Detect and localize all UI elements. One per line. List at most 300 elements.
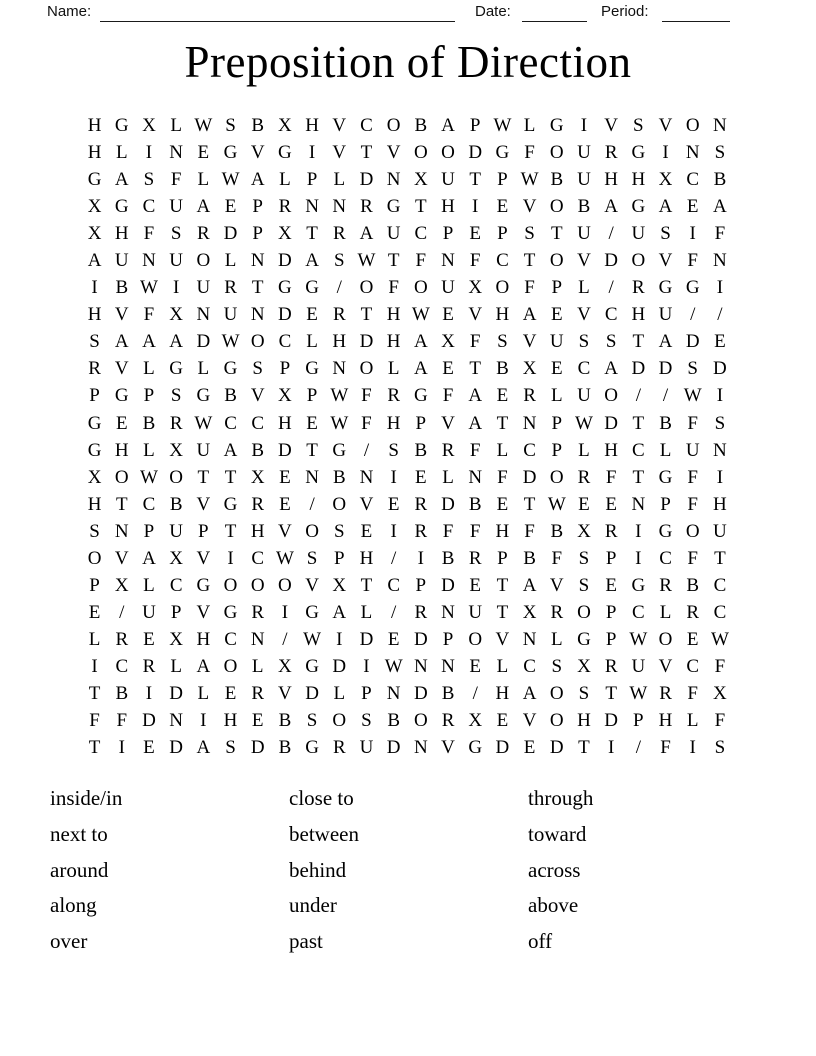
grid-letter: N bbox=[413, 655, 428, 677]
grid-letter: E bbox=[197, 142, 210, 164]
grid-letter: G bbox=[305, 737, 319, 759]
grid-letter: G bbox=[223, 493, 238, 515]
word-list-column bbox=[50, 781, 270, 960]
grid-letter: F bbox=[442, 385, 454, 407]
grid-letter: X bbox=[278, 655, 292, 677]
grid-letter: I bbox=[716, 466, 724, 488]
grid-letter: T bbox=[523, 250, 536, 272]
grid-letter: F bbox=[524, 277, 535, 299]
grid-letter: E bbox=[115, 412, 128, 434]
grid-letter: C bbox=[632, 439, 645, 461]
grid-letter: B bbox=[142, 412, 156, 434]
grid-letter: V bbox=[522, 710, 537, 732]
grid-letter: D bbox=[604, 710, 619, 732]
grid-letter: A bbox=[250, 169, 265, 191]
grid-letter: T bbox=[197, 466, 210, 488]
grid-letter: D bbox=[441, 493, 455, 515]
grid-letter: L bbox=[197, 682, 210, 704]
grid-letter: G bbox=[223, 601, 238, 623]
grid-letter: A bbox=[196, 655, 211, 677]
grid-letter: X bbox=[169, 547, 184, 569]
grid-letter: N bbox=[196, 304, 211, 326]
grid-letter: A bbox=[169, 331, 184, 353]
grid-letter: N bbox=[169, 142, 184, 164]
period-label: Period: bbox=[601, 3, 649, 20]
grid-letter: S bbox=[388, 439, 399, 461]
grid-letter: L bbox=[387, 358, 400, 380]
grid-letter: W bbox=[493, 115, 512, 136]
grid-letter: H bbox=[87, 115, 102, 136]
grid-letter: H bbox=[196, 628, 211, 650]
grid-letter: A bbox=[305, 250, 319, 272]
grid-letter: B bbox=[278, 710, 292, 732]
grid-letter: B bbox=[414, 439, 428, 461]
grid-letter: N bbox=[413, 737, 428, 759]
grid-letter: P bbox=[415, 574, 427, 596]
grid-letter: F bbox=[605, 466, 617, 488]
grid-letter: U bbox=[169, 196, 184, 218]
grid-letter: H bbox=[278, 412, 292, 434]
grid-letter: I bbox=[662, 142, 669, 164]
grid-letter: L bbox=[686, 710, 699, 732]
grid-letter: F bbox=[524, 520, 535, 542]
grid-letter: A bbox=[658, 196, 673, 218]
grid-letter: C bbox=[604, 304, 618, 326]
grid-letter: G bbox=[631, 574, 646, 596]
word-list-item: around bbox=[50, 857, 109, 882]
grid-letter: P bbox=[551, 439, 563, 461]
grid-letter: A bbox=[142, 547, 156, 569]
grid-letter: B bbox=[251, 439, 265, 461]
grid-letter: E bbox=[550, 304, 563, 326]
grid-letter: X bbox=[142, 115, 156, 136]
grid-letter: A bbox=[522, 682, 537, 704]
grid-letter: H bbox=[386, 304, 401, 326]
grid-letter: P bbox=[605, 601, 617, 623]
grid-letter: P bbox=[252, 196, 263, 218]
word-list-item: behind bbox=[289, 857, 347, 882]
grid-letter: P bbox=[89, 385, 100, 407]
grid-letter: G bbox=[223, 358, 238, 380]
grid-letter: B bbox=[387, 710, 400, 732]
grid-letter: P bbox=[89, 574, 100, 596]
grid-letter: O bbox=[658, 628, 673, 650]
grid-letter: U bbox=[441, 277, 455, 299]
grid-letter: D bbox=[278, 304, 292, 326]
grid-letter: H bbox=[604, 439, 619, 461]
grid-letter: E bbox=[496, 385, 509, 407]
grid-letter: P bbox=[469, 115, 481, 136]
grid-letter: C bbox=[523, 439, 536, 461]
grid-letter: F bbox=[687, 250, 698, 272]
grid-letter: A bbox=[441, 115, 455, 136]
grid-letter: V bbox=[604, 115, 619, 136]
grid-letter: R bbox=[197, 223, 210, 245]
grid-letter: U bbox=[468, 601, 483, 623]
grid-letter: E bbox=[143, 628, 155, 650]
grid-letter: F bbox=[143, 223, 155, 245]
grid-letter: T bbox=[632, 466, 645, 488]
grid-letter: A bbox=[413, 358, 428, 380]
grid-letter: V bbox=[278, 682, 292, 704]
grid-letter: E bbox=[605, 574, 617, 596]
grid-letter: F bbox=[415, 250, 427, 272]
grid-letter: U bbox=[359, 737, 374, 759]
grid-letter: G bbox=[631, 142, 646, 164]
grid-letter: L bbox=[88, 628, 101, 650]
grid-letter: H bbox=[87, 493, 102, 515]
grid-letter: D bbox=[142, 710, 156, 732]
grid-letter: T bbox=[469, 169, 482, 191]
grid-letter: T bbox=[632, 412, 645, 434]
grid-letter: I bbox=[200, 710, 207, 732]
grid-letter: G bbox=[305, 601, 319, 623]
grid-letter: G bbox=[114, 115, 129, 136]
grid-letter: O bbox=[114, 466, 129, 488]
grid-row bbox=[81, 220, 734, 247]
grid-letter: C bbox=[414, 223, 428, 245]
grid-letter: O bbox=[495, 277, 510, 299]
grid-letter: O bbox=[359, 358, 374, 380]
word-list-item: past bbox=[289, 929, 323, 954]
grid-letter: H bbox=[305, 115, 319, 136]
grid-letter: E bbox=[387, 493, 400, 515]
grid-letter: P bbox=[198, 520, 209, 542]
grid-letter: U bbox=[223, 304, 238, 326]
grid-letter: F bbox=[687, 547, 698, 569]
grid-letter: R bbox=[604, 655, 618, 677]
grid-letter: B bbox=[251, 115, 265, 136]
grid-letter: T bbox=[496, 412, 509, 434]
grid-letter: H bbox=[114, 439, 129, 461]
grid-letter: H bbox=[87, 304, 102, 326]
grid-letter: V bbox=[359, 493, 374, 515]
grid-letter: G bbox=[305, 358, 319, 380]
grid-letter: F bbox=[361, 385, 372, 407]
grid-letter: E bbox=[714, 331, 726, 353]
grid-letter: N bbox=[441, 655, 455, 677]
grid-letter: A bbox=[114, 331, 129, 353]
grid-letter: B bbox=[659, 412, 672, 434]
grid-letter: X bbox=[332, 574, 347, 596]
grid-letter: E bbox=[469, 574, 482, 596]
grid-letter: / bbox=[282, 628, 288, 650]
grid-letter: F bbox=[469, 331, 481, 353]
grid-letter: N bbox=[386, 169, 401, 191]
grid-letter: C bbox=[142, 196, 156, 218]
grid-letter: V bbox=[522, 331, 537, 353]
grid-letter: X bbox=[468, 710, 483, 732]
grid-letter: W bbox=[330, 412, 349, 434]
grid-letter: T bbox=[415, 196, 427, 218]
grid-letter: O bbox=[685, 115, 700, 136]
grid-letter: / bbox=[690, 304, 696, 326]
grid-letter: G bbox=[305, 277, 319, 299]
word-search-grid bbox=[81, 112, 734, 761]
grid-letter: B bbox=[550, 520, 564, 542]
grid-letter: T bbox=[496, 601, 509, 623]
grid-letter: D bbox=[658, 358, 673, 380]
grid-letter: A bbox=[468, 412, 483, 434]
grid-letter: H bbox=[223, 710, 238, 732]
grid-letter: X bbox=[441, 331, 455, 353]
grid-letter: R bbox=[414, 493, 428, 515]
word-list-item: next to bbox=[50, 821, 108, 846]
grid-letter: T bbox=[632, 331, 645, 353]
grid-letter: P bbox=[497, 223, 508, 245]
grid-letter: P bbox=[415, 412, 427, 434]
grid-letter: S bbox=[578, 682, 590, 704]
word-list-column bbox=[528, 781, 748, 960]
grid-letter: I bbox=[689, 737, 696, 759]
grid-letter: V bbox=[495, 628, 510, 650]
grid-letter: E bbox=[279, 466, 291, 488]
grid-letter: L bbox=[197, 169, 210, 191]
grid-letter: X bbox=[169, 628, 184, 650]
grid-letter: A bbox=[87, 250, 102, 272]
grid-letter: B bbox=[441, 682, 455, 704]
grid-letter: I bbox=[91, 277, 98, 299]
grid-letter: H bbox=[495, 304, 510, 326]
grid-letter: H bbox=[495, 682, 510, 704]
grid-letter: G bbox=[413, 385, 428, 407]
grid-letter: E bbox=[469, 655, 482, 677]
grid-letter: E bbox=[88, 601, 101, 623]
grid-letter: D bbox=[413, 628, 428, 650]
grid-letter: H bbox=[604, 169, 619, 191]
grid-letter: W bbox=[710, 628, 729, 650]
grid-letter: T bbox=[306, 223, 318, 245]
grid-letter: U bbox=[631, 655, 646, 677]
grid-letter: X bbox=[250, 466, 265, 488]
grid-letter: R bbox=[577, 466, 591, 488]
grid-letter: P bbox=[361, 682, 372, 704]
grid-letter: A bbox=[713, 196, 727, 218]
grid-letter: N bbox=[522, 412, 537, 434]
grid-letter: P bbox=[605, 628, 617, 650]
grid-letter: S bbox=[605, 331, 617, 353]
grid-letter: U bbox=[196, 277, 211, 299]
grid-letter: U bbox=[441, 169, 455, 191]
grid-letter: H bbox=[386, 331, 401, 353]
grid-letter: O bbox=[250, 331, 265, 353]
grid-letter: B bbox=[441, 547, 455, 569]
grid-letter: T bbox=[306, 439, 318, 461]
word-list-column bbox=[289, 781, 509, 960]
grid-letter: G bbox=[196, 385, 211, 407]
grid-letter: O bbox=[631, 250, 646, 272]
grid-letter: D bbox=[468, 142, 483, 164]
grid-letter: U bbox=[196, 439, 211, 461]
grid-letter: C bbox=[713, 574, 727, 596]
grid-letter: E bbox=[442, 304, 454, 326]
name-label: Name: bbox=[47, 3, 92, 20]
period-blank-line bbox=[662, 4, 730, 22]
grid-letter: G bbox=[223, 142, 238, 164]
grid-letter: W bbox=[411, 304, 430, 326]
grid-letter: N bbox=[713, 439, 727, 461]
grid-letter: D bbox=[169, 737, 184, 759]
grid-letter: U bbox=[577, 223, 591, 245]
grid-letter: P bbox=[306, 385, 318, 407]
grid-letter: I bbox=[363, 655, 370, 677]
grid-letter: L bbox=[279, 169, 291, 191]
grid-letter: F bbox=[687, 682, 698, 704]
grid-letter: L bbox=[115, 142, 128, 164]
grid-letter: U bbox=[577, 169, 591, 191]
grid-letter: N bbox=[250, 304, 265, 326]
grid-letter: G bbox=[87, 412, 102, 434]
grid-letter: W bbox=[547, 493, 566, 515]
grid-letter: X bbox=[87, 466, 102, 488]
grid-letter: I bbox=[145, 682, 153, 704]
grid-letter: A bbox=[522, 574, 537, 596]
grid-letter: V bbox=[577, 250, 591, 272]
grid-letter: T bbox=[496, 574, 509, 596]
grid-letter: U bbox=[713, 520, 727, 542]
grid-letter: F bbox=[551, 547, 563, 569]
word-list-item: off bbox=[528, 929, 553, 954]
grid-letter: L bbox=[143, 574, 155, 596]
grid-letter: B bbox=[115, 277, 129, 299]
grid-letter: B bbox=[169, 493, 183, 515]
grid-letter: X bbox=[114, 574, 129, 596]
grid-letter: L bbox=[306, 331, 318, 353]
grid-letter: G bbox=[658, 466, 673, 488]
grid-letter: T bbox=[605, 682, 617, 704]
grid-letter: C bbox=[169, 574, 183, 596]
grid-row bbox=[81, 139, 734, 166]
grid-letter: E bbox=[279, 493, 291, 515]
grid-letter: L bbox=[251, 655, 264, 677]
grid-letter: W bbox=[520, 169, 539, 191]
grid-letter: S bbox=[225, 115, 236, 136]
grid-letter: L bbox=[360, 601, 373, 623]
grid-letter: I bbox=[390, 520, 397, 542]
grid-letter: W bbox=[575, 412, 593, 434]
grid-letter: N bbox=[713, 115, 727, 136]
grid-letter: W bbox=[384, 655, 403, 677]
grid-letter: O bbox=[278, 574, 292, 596]
grid-letter: W bbox=[303, 628, 322, 650]
grid-letter: R bbox=[414, 520, 428, 542]
grid-letter: H bbox=[658, 710, 673, 732]
grid-row bbox=[81, 112, 734, 139]
grid-letter: U bbox=[114, 250, 129, 272]
grid-letter: P bbox=[333, 547, 345, 569]
grid-letter: E bbox=[251, 710, 264, 732]
grid-letter: / bbox=[635, 385, 641, 407]
grid-letter: L bbox=[333, 682, 346, 704]
grid-row bbox=[81, 301, 734, 328]
grid-letter: R bbox=[659, 574, 672, 596]
grid-letter: O bbox=[305, 520, 319, 542]
grid-letter: T bbox=[387, 250, 400, 272]
grid-letter: P bbox=[306, 169, 318, 191]
word-list-item: across bbox=[528, 857, 581, 882]
grid-letter: G bbox=[685, 277, 700, 299]
grid-letter: U bbox=[386, 223, 401, 245]
grid-letter: I bbox=[716, 277, 724, 299]
grid-letter: N bbox=[114, 520, 129, 542]
grid-letter: A bbox=[142, 331, 156, 353]
grid-letter: F bbox=[388, 277, 399, 299]
grid-row bbox=[81, 545, 734, 572]
grid-letter: O bbox=[549, 250, 564, 272]
grid-letter: L bbox=[496, 655, 509, 677]
grid-letter: S bbox=[687, 358, 698, 380]
grid-letter: T bbox=[251, 277, 264, 299]
grid-letter: D bbox=[522, 466, 537, 488]
grid-row bbox=[81, 464, 734, 491]
grid-row bbox=[81, 274, 734, 301]
grid-letter: T bbox=[523, 493, 536, 515]
grid-letter: F bbox=[116, 710, 128, 732]
grid-letter: P bbox=[551, 277, 563, 299]
word-list-item: toward bbox=[528, 821, 587, 846]
grid-letter: W bbox=[330, 385, 349, 407]
grid-letter: E bbox=[224, 196, 237, 218]
grid-letter: P bbox=[252, 223, 263, 245]
grid-letter: S bbox=[333, 250, 345, 272]
grid-letter: C bbox=[577, 358, 591, 380]
grid-letter: H bbox=[359, 547, 374, 569]
grid-letter: I bbox=[716, 385, 724, 407]
grid-letter: O bbox=[169, 466, 184, 488]
grid-letter: P bbox=[143, 520, 155, 542]
grid-letter: B bbox=[414, 115, 428, 136]
grid-letter: T bbox=[714, 547, 726, 569]
grid-letter: A bbox=[468, 385, 483, 407]
grid-letter: N bbox=[713, 250, 727, 272]
grid-letter: A bbox=[332, 601, 347, 623]
grid-letter: G bbox=[332, 439, 347, 461]
grid-letter: E bbox=[578, 493, 590, 515]
grid-letter: A bbox=[522, 304, 537, 326]
grid-letter: E bbox=[360, 520, 373, 542]
page-title: Preposition of Direction bbox=[184, 37, 632, 87]
grid-letter: F bbox=[361, 412, 372, 434]
grid-letter: E bbox=[306, 412, 318, 434]
grid-letter: F bbox=[497, 466, 508, 488]
grid-letter: I bbox=[635, 547, 642, 569]
grid-letter: T bbox=[88, 737, 101, 759]
grid-letter: O bbox=[549, 710, 564, 732]
grid-letter: C bbox=[115, 655, 129, 677]
grid-letter: G bbox=[386, 196, 401, 218]
grid-letter: V bbox=[114, 304, 129, 326]
grid-letter: / bbox=[363, 439, 370, 461]
grid-letter: V bbox=[332, 142, 347, 164]
grid-row bbox=[81, 355, 734, 382]
grid-letter: O bbox=[87, 547, 102, 569]
grid-letter: V bbox=[196, 547, 211, 569]
grid-letter: / bbox=[472, 682, 478, 704]
grid-letter: L bbox=[143, 439, 155, 461]
grid-letter: L bbox=[197, 358, 210, 380]
grid-letter: U bbox=[577, 385, 591, 407]
grid-letter: N bbox=[441, 601, 455, 623]
grid-letter: C bbox=[496, 250, 509, 272]
grid-letter: G bbox=[114, 385, 129, 407]
grid-letter: F bbox=[687, 466, 698, 488]
grid-letter: P bbox=[170, 601, 182, 623]
grid-letter: X bbox=[87, 223, 102, 245]
grid-letter: B bbox=[686, 574, 700, 596]
grid-letter: I bbox=[635, 520, 642, 542]
grid-letter: V bbox=[278, 520, 292, 542]
grid-letter: B bbox=[224, 385, 237, 407]
